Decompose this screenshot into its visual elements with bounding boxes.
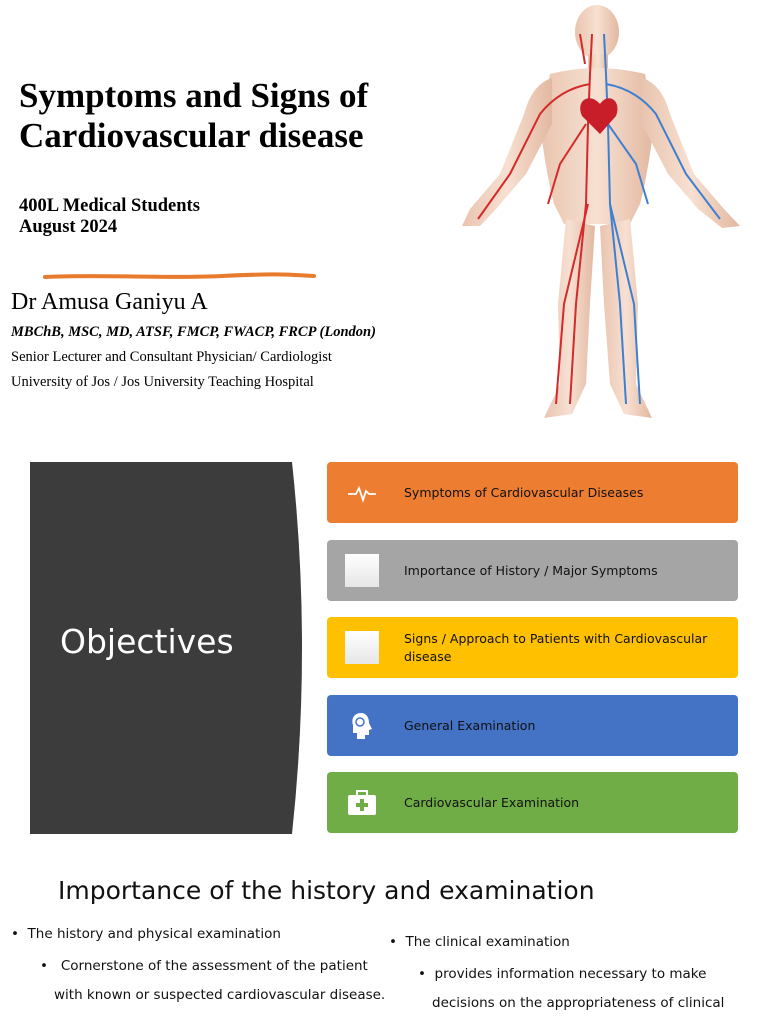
head-brain-icon [345,709,379,742]
date-text: August 2024 [19,217,118,237]
sub-bullet-continuation: with known or suspected cardiovascular disease. [54,987,386,1003]
bullet-item: • The history and physical examination [11,926,281,942]
objectives-slide [0,440,768,860]
bullet-text: The clinical examination [405,934,570,950]
sub-bullet-text: Cornerstone of the assessment of the patient [60,958,368,974]
objective-item-cv-exam [327,772,738,833]
author-institution: University of Jos / Jos University Teaching Hospital [11,374,314,390]
title-line-2: Cardiovascular disease [19,116,364,155]
sub-bullet-item: • provides information necessary to make [418,966,707,982]
slide-title [19,76,439,156]
author-position: Senior Lecturer and Consultant Physician/ Cardiologist [11,349,332,365]
objective-label: Importance of History / Major Symptoms [404,562,658,578]
sub-bullet-continuation: decisions on the appropriateness of clinical [432,995,725,1011]
objective-item-history [327,540,738,601]
orange-underline [42,270,318,282]
objective-label: Symptoms of Cardiovascular Diseases [404,484,644,500]
importance-slide [0,868,768,1024]
sub-bullet-text: provides information necessary to make [434,966,707,982]
bullet-item: • The clinical examination [389,934,570,950]
audience-text: 400L Medical Students [19,196,200,216]
first-aid-kit-icon [345,786,379,819]
left-column [0,868,386,1024]
heartbeat-icon [345,476,379,509]
objectives-heading: Objectives [60,622,234,661]
placeholder-icon [345,631,379,664]
circulatory-system-illustration [440,4,758,424]
objective-item-general-exam [327,695,738,756]
title-line-1: Symptoms and Signs of [19,76,369,115]
right-column [380,868,768,1024]
objective-item-symptoms [327,462,738,523]
objective-item-signs [327,617,738,678]
author-name: Dr Amusa Ganiyu A [11,289,208,315]
objective-label: Signs / Approach to Patients with Cardiovascular disease [404,630,708,664]
author-qualifications: MBChB, MSC, MD, ATSF, FMCP, FWACP, FRCP (London) [11,324,376,340]
sub-bullet-item: • Cornerstone of the assessment of the patient [40,958,368,974]
title-slide [0,0,768,430]
placeholder-icon [345,554,379,587]
objective-label: General Examination [404,717,536,733]
bullet-text: The history and physical examination [27,926,281,942]
subtitle [19,196,200,238]
importance-heading: Importance of the history and examination [58,876,595,905]
objective-label: Cardiovascular Examination [404,794,580,810]
